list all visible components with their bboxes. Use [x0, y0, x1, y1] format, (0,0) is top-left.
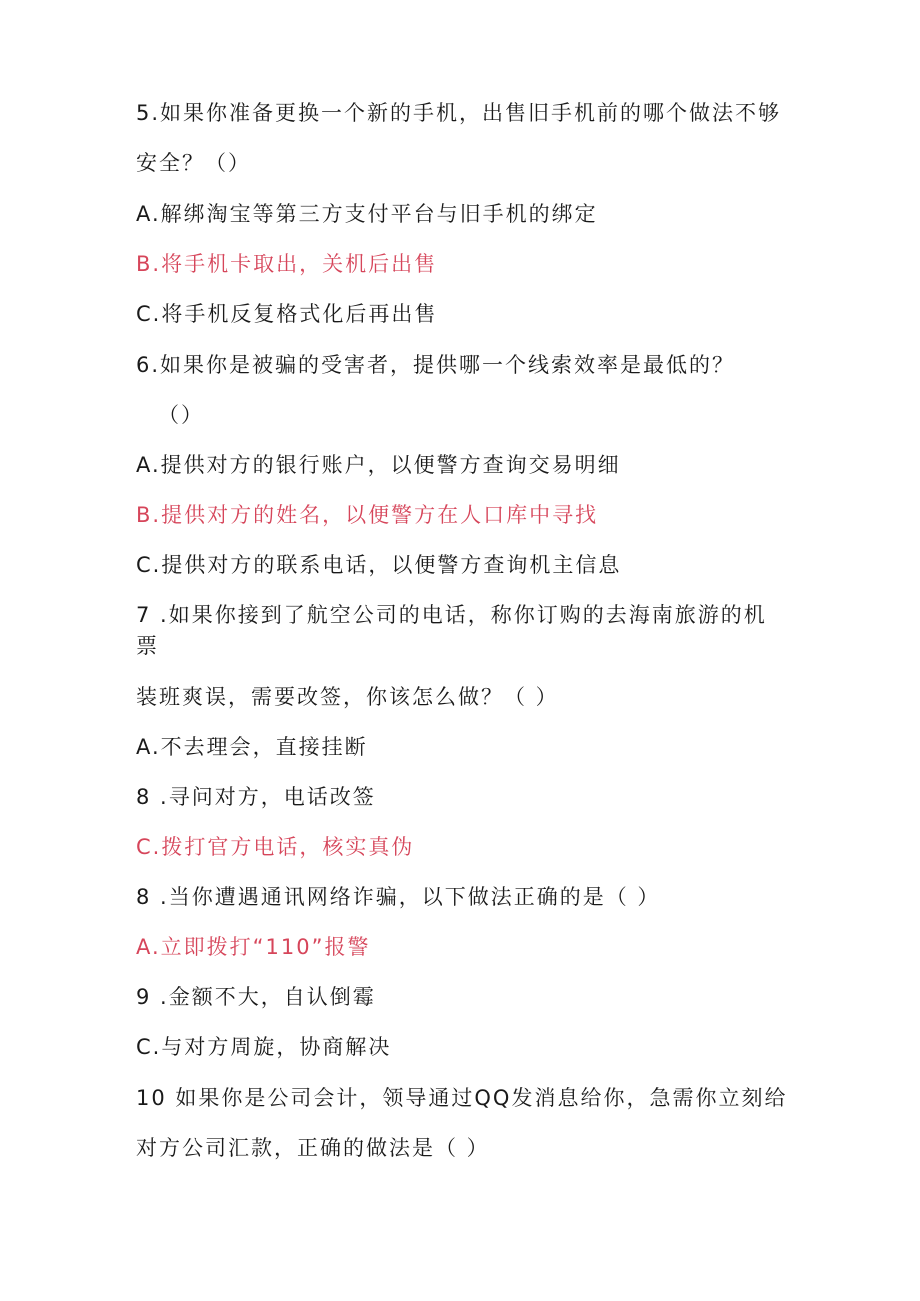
question-6-option-a: A.提供对方的银行账户，以便警方查询交易明细	[136, 453, 621, 477]
question-5-option-c: C.将手机反复格式化后再出售	[136, 302, 438, 326]
question-5-option-b-answer: B.将手机卡取出，关机后出售	[136, 252, 438, 276]
question-6-option-c: C.提供对方的联系电话，以便警方查询机主信息	[136, 553, 622, 577]
question-5-line-2: 安全？（）	[136, 151, 251, 175]
question-8-option-c: C.与对方周旋，协商解决	[136, 1035, 392, 1059]
question-7-option-c-answer: C.拨打官方电话，核实真伪	[136, 835, 415, 859]
question-10-line-1: 10 如果你是公司会计，领导通过QQ发消息给你，急需你立刻给	[136, 1086, 788, 1110]
question-10-line-2: 对方公司汇款，正确的做法是（ ）	[136, 1136, 490, 1160]
question-6-line-2: （）	[158, 403, 204, 427]
question-7-line-3: 装班爽误，需要改签，你该怎么做？（ ）	[136, 685, 559, 709]
question-7-option-b: 8 .寻问对方，电话改签	[136, 785, 376, 809]
question-7-line-1: 7 .如果你接到了航空公司的电话，称你订购的去海南旅游的机	[136, 603, 767, 627]
question-6-option-b-answer: B.提供对方的姓名，以便警方在人口库中寻找	[136, 503, 599, 527]
question-5-option-a: A.解绑淘宝等第三方支付平台与旧手机的绑定	[136, 202, 598, 226]
question-8-line-1: 8 .当你遭遇通讯网络诈骗，以下做法正确的是（ ）	[136, 885, 661, 909]
question-6-line-1: 6.如果你是被骗的受害者，提供哪一个线索效率是最低的？	[136, 353, 736, 377]
question-8-option-b: 9 .金额不大，自认倒霉	[136, 985, 376, 1009]
question-7-option-a: A.不去理会，直接挂断	[136, 735, 368, 759]
question-7-line-2: 票	[136, 634, 159, 658]
question-8-option-a-answer: A.立即拨打“110”报警	[136, 935, 371, 959]
question-5-line-1: 5.如果你准备更换一个新的手机，出售旧手机前的哪个做法不够	[136, 101, 782, 125]
